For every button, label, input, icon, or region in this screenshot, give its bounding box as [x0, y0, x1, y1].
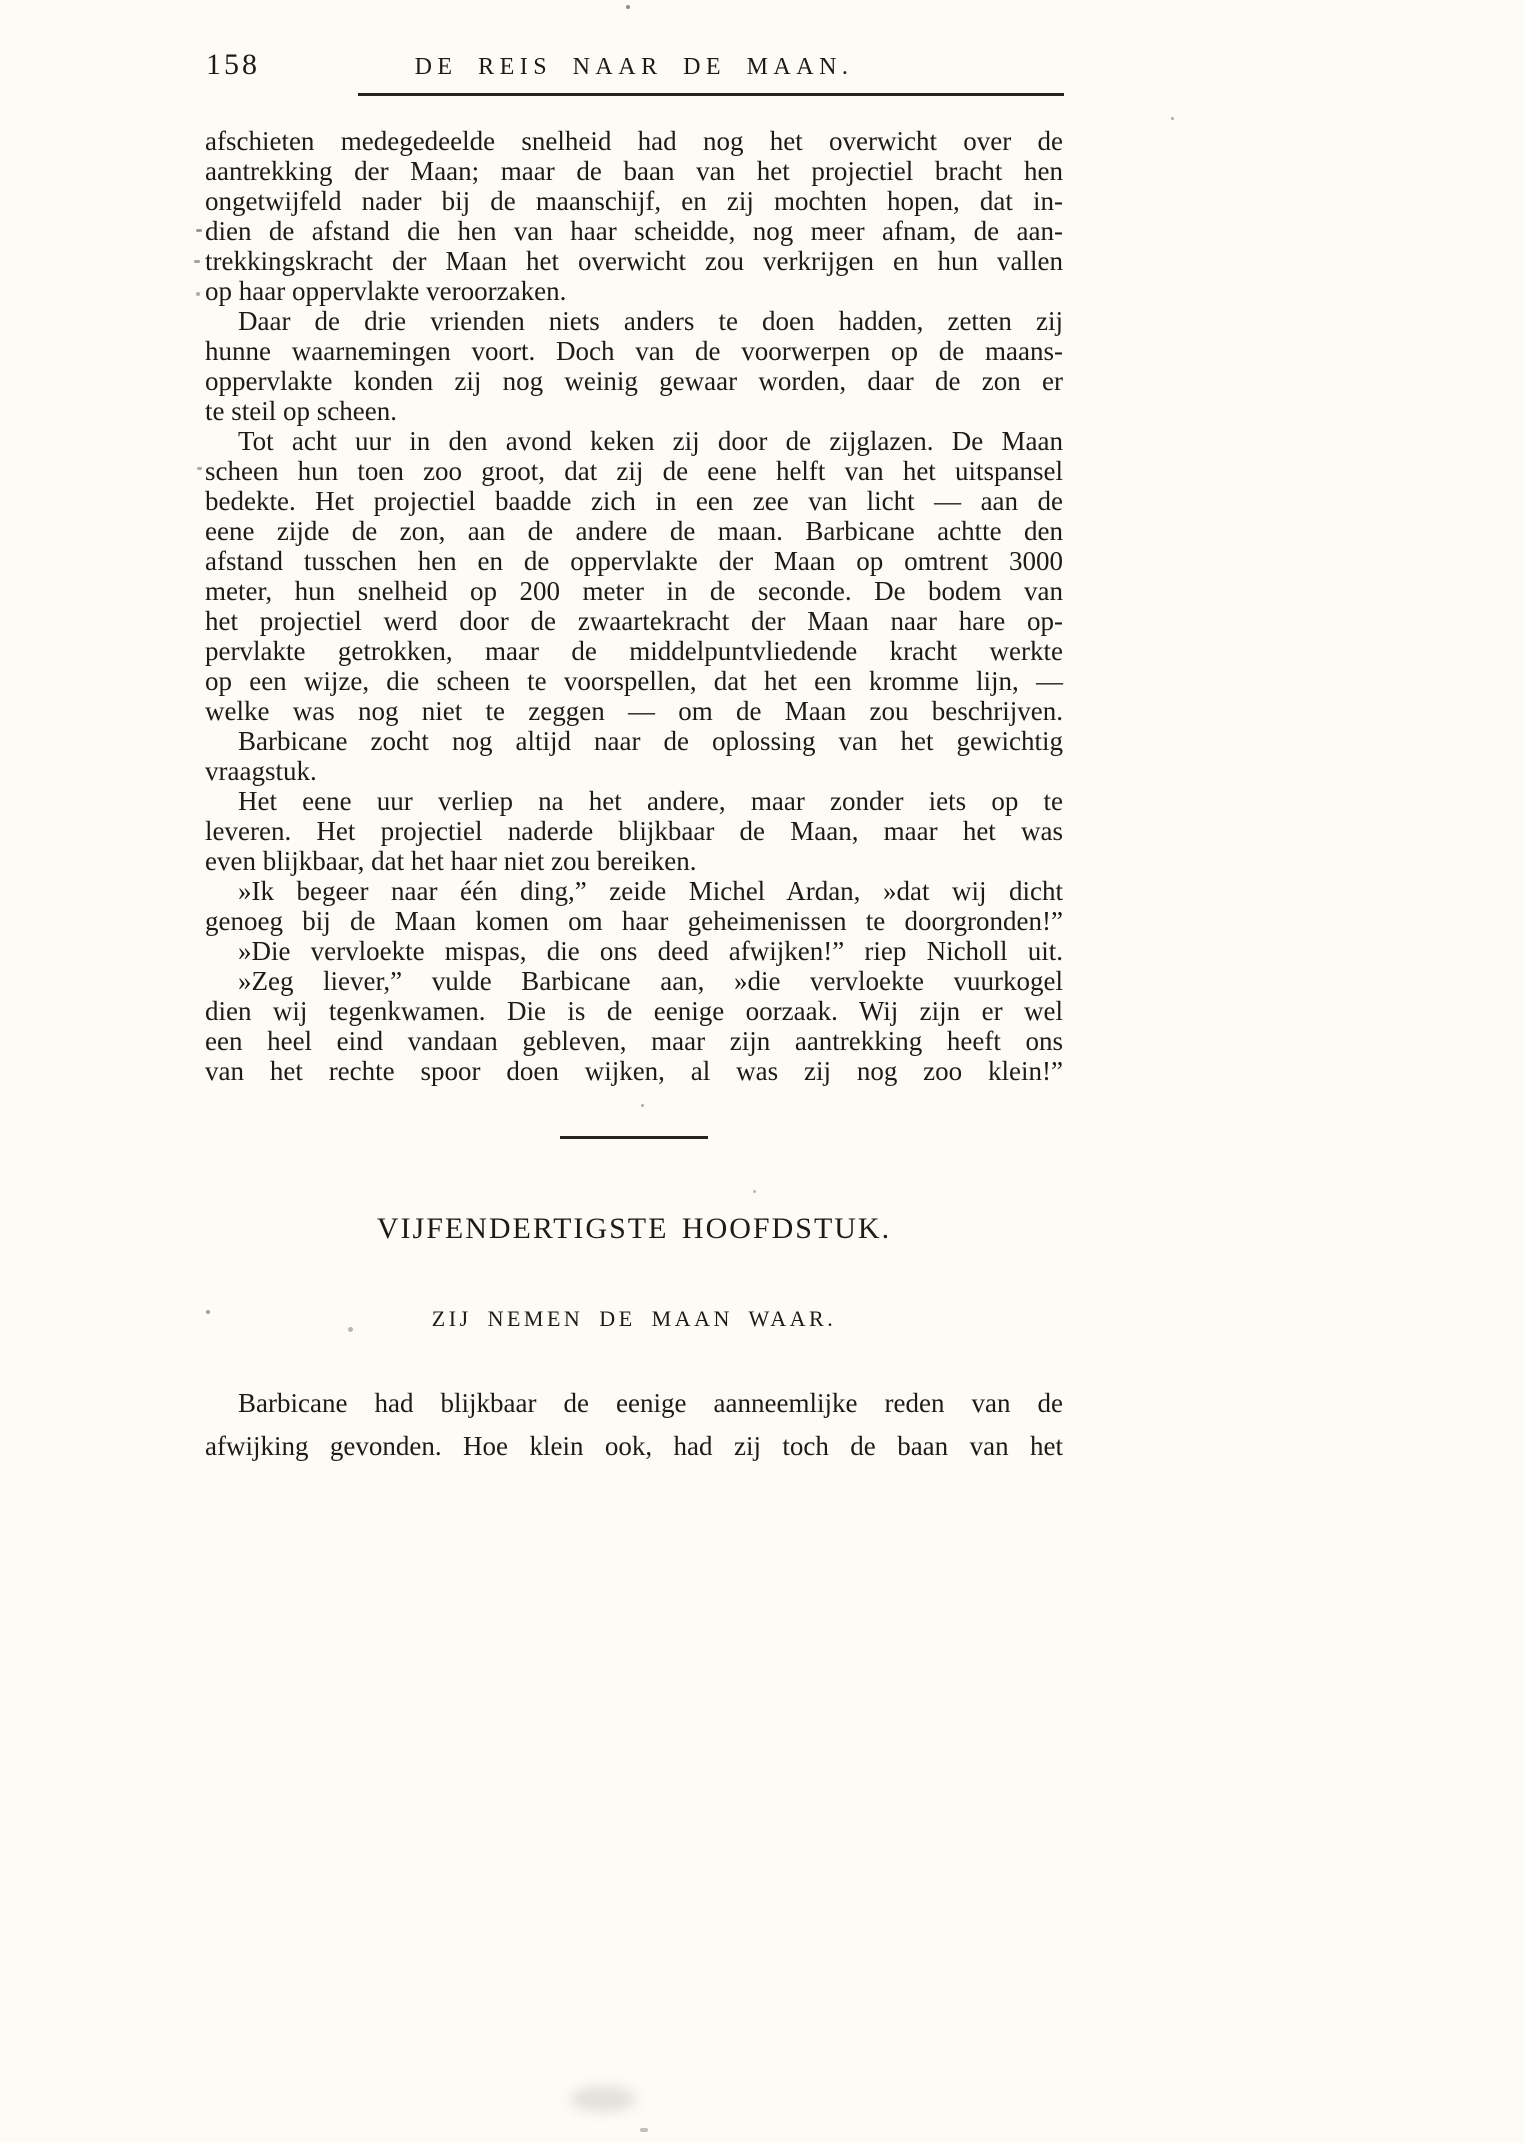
scan-speckle — [641, 1104, 644, 1107]
section-divider — [560, 1136, 708, 1139]
scan-speckle — [1171, 117, 1174, 120]
text-line: meter, hun snelheid op 200 meter in de seconde. De bodem van — [205, 576, 1063, 606]
scan-speckle — [194, 260, 200, 263]
paragraph — [205, 726, 1063, 786]
text-line: »Zeg liever,” vulde Barbicane aan, »die vervloekte vuurkogel — [238, 966, 1063, 996]
text-line: bedekte. Het projectiel baadde zich in een zee van licht — aan de — [205, 486, 1063, 516]
text-line: afschieten medegedeelde snelheid had nog het overwicht over de — [205, 126, 1063, 156]
paragraph — [205, 426, 1063, 726]
text-line: ongetwijfeld nader bij de maanschijf, en zij mochten hopen, dat in- — [205, 186, 1063, 216]
text-line: het projectiel werd door de zwaartekracht der Maan naar hare op- — [205, 606, 1063, 636]
scan-speckle — [753, 1190, 756, 1193]
text-line: »Ik begeer naar één ding,” zeide Michel Ardan, »dat wij dicht — [238, 876, 1063, 906]
text-line: »Die vervloekte mispas, die ons deed afwijken!” riep Nicholl uit. — [238, 936, 1063, 966]
paragraph — [205, 966, 1063, 1086]
paragraph — [205, 1382, 1063, 1468]
page-number: 158 — [206, 48, 260, 81]
header-rule — [358, 93, 1064, 96]
scan-speckle — [626, 5, 630, 9]
text-line: aantrekking der Maan; maar de baan van het projectiel bracht hen — [205, 156, 1063, 186]
chapter-subtitle: ZIJ NEMEN DE MAAN WAAR. — [431, 1306, 837, 1331]
text-line: oppervlakte konden zij nog weinig gewaar worden, daar de zon er — [205, 366, 1063, 396]
text-line: Het eene uur verliep na het andere, maar zonder iets op te — [238, 786, 1063, 816]
paragraph — [205, 936, 1063, 966]
text-line: even blijkbaar, dat het haar niet zou bereiken. — [205, 846, 697, 876]
text-line: afwijking gevonden. Hoe klein ook, had zij toch de baan van het — [205, 1431, 1063, 1461]
chapter-heading: VIJFENDERTIGSTE HOOFDSTUK. — [376, 1212, 892, 1245]
text-line: Tot acht uur in den avond keken zij door de zijglazen. De Maan — [238, 426, 1063, 456]
text-line: vraagstuk. — [205, 756, 317, 786]
text-line: Daar de drie vrienden niets anders te doen hadden, zetten zij — [238, 306, 1063, 336]
scan-speckle — [196, 229, 202, 232]
scan-speckle — [197, 467, 202, 470]
running-title: DE REIS NAAR DE MAAN. — [414, 54, 854, 80]
text-line: scheen hun toen zoo groot, dat zij de eene helft van het uitspansel — [205, 456, 1063, 486]
paragraph — [205, 786, 1063, 876]
text-line: van het rechte spoor doen wijken, al was zij nog zoo klein!” — [205, 1056, 1063, 1086]
text-line: eene zijde de zon, aan de andere de maan. Barbicane achtte den — [205, 516, 1063, 546]
text-line: hunne waarnemingen voort. Doch van de voorwerpen op de maans- — [205, 336, 1063, 366]
text-line: op een wijze, die scheen te voorspellen, dat het een kromme lijn, — — [205, 666, 1063, 696]
chapter-text — [205, 1382, 1063, 1468]
text-line: een heel eind vandaan gebleven, maar zijn aantrekking heeft ons — [205, 1026, 1063, 1056]
text-line: te steil op scheen. — [205, 396, 397, 426]
scan-speckle — [640, 2128, 648, 2132]
text-line: leveren. Het projectiel naderde blijkbaar de Maan, maar het was — [205, 816, 1063, 846]
scan-smudge — [570, 2086, 636, 2112]
scan-speckle — [196, 292, 200, 296]
text-line: Barbicane zocht nog altijd naar de oplossing van het gewichtig — [238, 726, 1063, 756]
paragraph — [205, 876, 1063, 936]
text-line: dien de afstand die hen van haar scheidde, nog meer afnam, de aan- — [205, 216, 1063, 246]
text-line: trekkingskracht der Maan het overwicht zou verkrijgen en hun vallen — [205, 246, 1063, 276]
text-line: genoeg bij de Maan komen om haar geheimenissen te doorgronden!” — [205, 906, 1063, 936]
text-line: welke was nog niet te zeggen — om de Maan zou beschrijven. — [205, 696, 1063, 726]
text-line: dien wij tegenkwamen. Die is de eenige oorzaak. Wij zijn er wel — [205, 996, 1063, 1026]
text-line: pervlakte getrokken, maar de middelpuntvliedende kracht werkte — [205, 636, 1063, 666]
paragraph — [205, 126, 1063, 306]
body-text — [205, 126, 1063, 1086]
text-line: op haar oppervlakte veroorzaken. — [205, 276, 567, 306]
paragraph — [205, 306, 1063, 426]
text-line: afstand tusschen hen en de oppervlakte der Maan op omtrent 3000 — [205, 546, 1063, 576]
text-line: Barbicane had blijkbaar de eenige aanneemlijke reden van de — [238, 1388, 1063, 1418]
